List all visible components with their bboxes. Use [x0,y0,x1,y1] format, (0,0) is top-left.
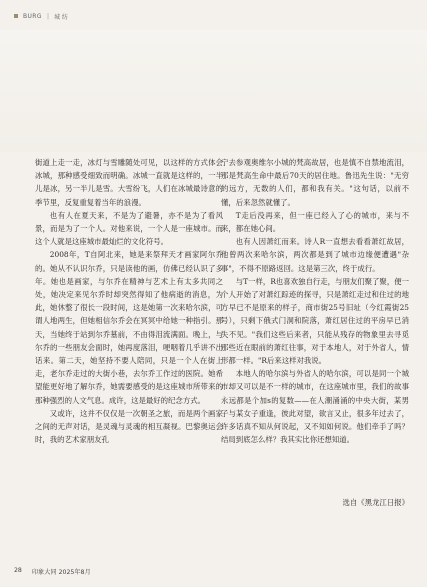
running-header [14,11,68,21]
left-column [35,156,223,446]
page-footer [14,567,91,576]
paragraph: 又或许，这并不仅仅是一次朝圣之旅，而是两个画家之间的无声对话，是灵魂与灵魂的相互凝视。巴黎奥运会时，我的艺术家朋友孔 [35,408,223,445]
header-section: 城 纺 [53,13,68,21]
magazine-issue: 印象大同 2025年8月 [31,569,91,576]
header-separator: | [46,12,49,20]
page-number: 28 [14,567,22,574]
paragraph: T走后没再来，但一座已经入了心的城市，来与不来，都在她心间。 [221,210,409,234]
paragraph: 与T一样，R也喜欢独自行走，与朋友们聚了聚，便一个人开始了对萧红踪迹的探寻，只是萧红走过和住过的地方早已不是原来的样子，商市街25号旧址（今红霞街25号），只剩下俄式门洞和院落，萧红居住过的平房早已消失不见。"我们这些后来者，只能从残存的物象里去寻觅那些近在眼前的萧红往事，对于本地人，对于外省人，情形都一样。"R后来这样对我说。 [221,276,409,366]
header-brand: BURG [23,12,42,20]
paragraph: 也有人在夏天来，不是为了避暑，亦不是为了看风景，而是为了一个人。对他来说，一个人是一座城市。而这个人就是这座城市最灿烂的文化符号。 [35,210,223,247]
paragraph: 街道上走一走，冰灯与雪雕随处可见，以这样的方式体会冰城，那种感受细致而明确。冰城一直就是这样的，一半儿是冰，另一半儿是雪。大雪纷飞，人们在冰城最诗意的季节里，反复重复着当年的浪漫。 [35,158,223,207]
right-column [221,156,409,446]
source-credit: 选自《黑龙江日报》 [342,498,409,507]
paragraph: 2008年，T自阿北来，她是来祭拜天才画家阿尔乔的。她从不认识尔乔，只是读他的画，仿佛已经认识了多年。她也是画家，与尔乔在精神与艺术上有太多共同之处，她决定来见尔乔时却突然得知了他病逝的消息，为此，她休整了很长一段时间，这是她第一次来哈尔滨，可谓人地两生，但她相信尔乔会在冥冥中给她一种指引。那天，当她终于站到尔乔墓前，不由得泪流满面。晚上，与尔乔的一些朋友会面时，她再度落泪，哽咽着几乎讲不出话来。第二天，她坚持不要人陪同，只是一个人在街上走，老尔乔走过的大街小巷，去尔乔工作过的医院。她希望能更好地了解尔乔，她需要感受的是这座城市所带来的那种强烈的人文气息。成许，这是最好的纪念方式。 [35,250,223,405]
paragraph: 宁去参观奥维尔小城的梵高故居，也是慎不自禁地流泪，那是梵高生命中最后70天的居住地。鲁迅先生说："无穷的远方，无数的人们，都和我有关。"这句话，以前不懂，后来忽然就懂了。 [221,158,409,207]
header-marker-icon [14,14,18,18]
paragraph: 也有人因萧红而来。诗人R一直想去看看萧红故居，他曾两次来哈尔滨，两次都是到了城市边缘便遭遇"杂事"，不得不原路返回。这是第三次，终于成行。 [221,237,409,273]
paragraph: 本地人的哈尔滨与外省人的哈尔滨，可以是同一个城市却又可以是不一样的城市，在这座城市里，我们的故事永远都是个加s的复数——在人潮涌涌的中央大街，某男子与某女子重逢，彼此对望，欲言又止，很多年过去了，许多话真不知从何说起，又不知如何说。他们牵手了吗？结局到底怎么样？我其实比你还想知道。 [221,369,409,445]
header-image-area [0,30,427,152]
